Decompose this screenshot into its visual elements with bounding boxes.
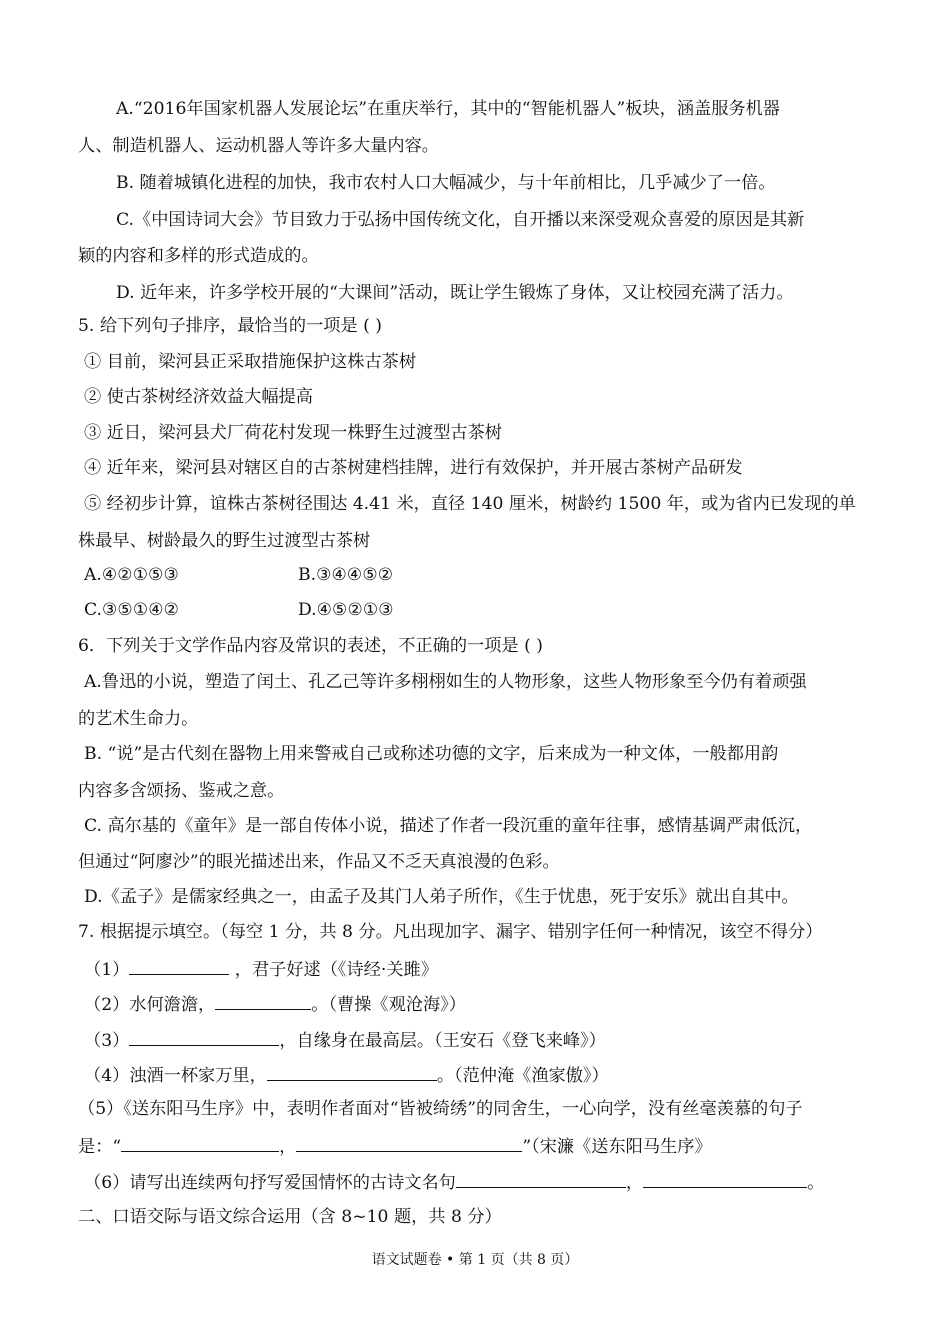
q4-option-c-line1: C.《中国诗词大会》节目致力于弘扬中国传统文化，自开播以来深受观众喜爱的原因是其新	[116, 210, 805, 230]
fill-blank-6b[interactable]	[643, 1169, 807, 1188]
q4-option-a-line1: A.“2016年国家机器人发展论坛”在重庆举行，其中的“智能机器人”板块，涵盖服务机器	[116, 99, 780, 119]
q5-stem: 5. 给下列句子排序，最恰当的一项是 ( )	[78, 316, 383, 336]
q7-item-5-source: ”（宋濂《送东阳马生序》	[522, 1137, 712, 1157]
fill-blank-5b[interactable]	[296, 1133, 522, 1152]
q7-item-4	[84, 1062, 884, 1088]
q5-sentence-3: ③ 近日，梁河县犬厂荷花村发现一株野生过渡型古茶树	[84, 423, 502, 443]
q7-item-4-prefix: （4）浊酒一杯家万里，	[84, 1066, 267, 1086]
q5-option-b: B.③④④⑤②	[298, 565, 394, 585]
q4-option-d: D. 近年来，许多学校开展的“大课间”活动，既让学生锻炼了身体，又让校园充满了活力。	[116, 283, 794, 303]
q7-item-1-source: ，君子好逑（《诗经·关雎》	[234, 960, 438, 980]
fill-blank-6a[interactable]	[456, 1169, 626, 1188]
q5-option-d: D.④⑤②①③	[298, 600, 394, 620]
q7-item-6-comma: ，	[625, 1173, 644, 1193]
q6-option-b-line2: 内容多含颂扬、鉴戒之意。	[78, 781, 285, 801]
q6-option-c-line2: 但通过“阿廖沙”的眼光描述出来，作品又不乏天真浪漫的色彩。	[78, 852, 560, 872]
q7-item-2-prefix: （2）水何澹澹，	[84, 995, 216, 1015]
q7-item-6-prefix: （6）请写出连续两句抒写爱国情怀的古诗文名句	[84, 1173, 456, 1193]
q5-option-c: C.③⑤①④②	[84, 600, 180, 620]
q7-item-4-source: 。（范仲淹《渔家傲》）	[436, 1066, 609, 1086]
q5-option-a: A.④②①⑤③	[84, 565, 179, 585]
q6-option-d: D.《孟子》是儒家经典之一，由孟子及其门人弟子所作，《生于忧患，死于安乐》就出自其中。	[84, 887, 799, 907]
q5-sentence-1: ① 目前，梁河县正采取措施保护这株古茶树	[84, 352, 417, 372]
q7-item-6-period: 。	[807, 1173, 825, 1193]
q5-sentence-5-line1: ⑤ 经初步计算，谊株古茶树径围达 4.41 米，直径 140 厘米，树龄约 1500 年，或为省内已发现的单	[84, 494, 856, 514]
fill-blank-5a[interactable]	[121, 1133, 279, 1152]
q7-item-1	[84, 956, 884, 982]
q7-item-5-line2	[78, 1133, 878, 1159]
fill-blank-4[interactable]	[267, 1062, 437, 1081]
q7-item-3	[84, 1027, 884, 1053]
q7-stem: 7. 根据提示填空。（每空 1 分，共 8 分。凡出现加字、漏字、错别字任何一种情况，该空不得分）	[78, 922, 823, 942]
q4-option-b: B. 随着城镇化进程的加快，我市农村人口大幅减少，与十年前相比，几乎减少了一倍。	[116, 173, 776, 193]
q6-option-c-line1: C. 高尔基的《童年》是一部自传体小说，描述了作者一段沉重的童年往事，感情基调严肃低沉，	[84, 816, 813, 836]
q7-item-5-comma: ，	[279, 1137, 297, 1157]
fill-blank-1[interactable]	[129, 956, 229, 975]
q6-stem: 6．下列关于文学作品内容及常识的表述，不正确的一项是 ( )	[78, 636, 543, 656]
q7-item-3-prefix: （3）	[84, 1031, 130, 1051]
q7-item-5-line1: （5）《送东阳马生序》中，表明作者面对“皆被绮绣”的同舍生，一心向学，没有丝毫羡慕的句子	[78, 1099, 803, 1119]
q7-item-2-source: 。（曹操《观沧海》）	[311, 995, 466, 1015]
q5-sentence-2: ② 使古茶树经济效益大幅提高	[84, 387, 313, 407]
q7-item-2	[84, 991, 884, 1017]
page-footer: 语文试题卷 • 第 1 页（共 8 页）	[371, 1252, 579, 1268]
fill-blank-3[interactable]	[129, 1027, 279, 1046]
q5-sentence-5-line2: 株最早、树龄最久的野生过渡型古茶树	[78, 531, 371, 551]
q6-option-a-line1: A.鲁迅的小说，塑造了闰土、孔乙己等许多栩栩如生的人物形象，这些人物形象至今仍有着顽强	[84, 672, 807, 692]
q4-option-c-line2: 颖的内容和多样的形式造成的。	[78, 246, 319, 266]
q7-item-5-prefix: 是：“	[78, 1137, 122, 1157]
q7-item-1-prefix: （1）	[84, 960, 130, 980]
section-2-heading: 二、口语交际与语文综合运用（含 8~10 题，共 8 分）	[78, 1207, 502, 1227]
q4-option-a-line2: 人、制造机器人、运动机器人等许多大量内容。	[78, 136, 439, 156]
q7-item-3-source: ，自缘身在最高层。（王安石《登飞来峰》）	[279, 1031, 606, 1051]
fill-blank-2[interactable]	[215, 991, 311, 1010]
q6-option-b-line1: B. “说”是古代刻在器物上用来警戒自己或称述功德的文字，后来成为一种文体，一般都用韵	[84, 744, 779, 764]
q7-item-6	[84, 1169, 884, 1195]
q5-sentence-4: ④ 近年来，梁河县对辖区自的古茶树建档挂牌，进行有效保护，并开展古茶树产品研发	[84, 458, 743, 478]
q6-option-a-line2: 的艺术生命力。	[78, 709, 199, 729]
